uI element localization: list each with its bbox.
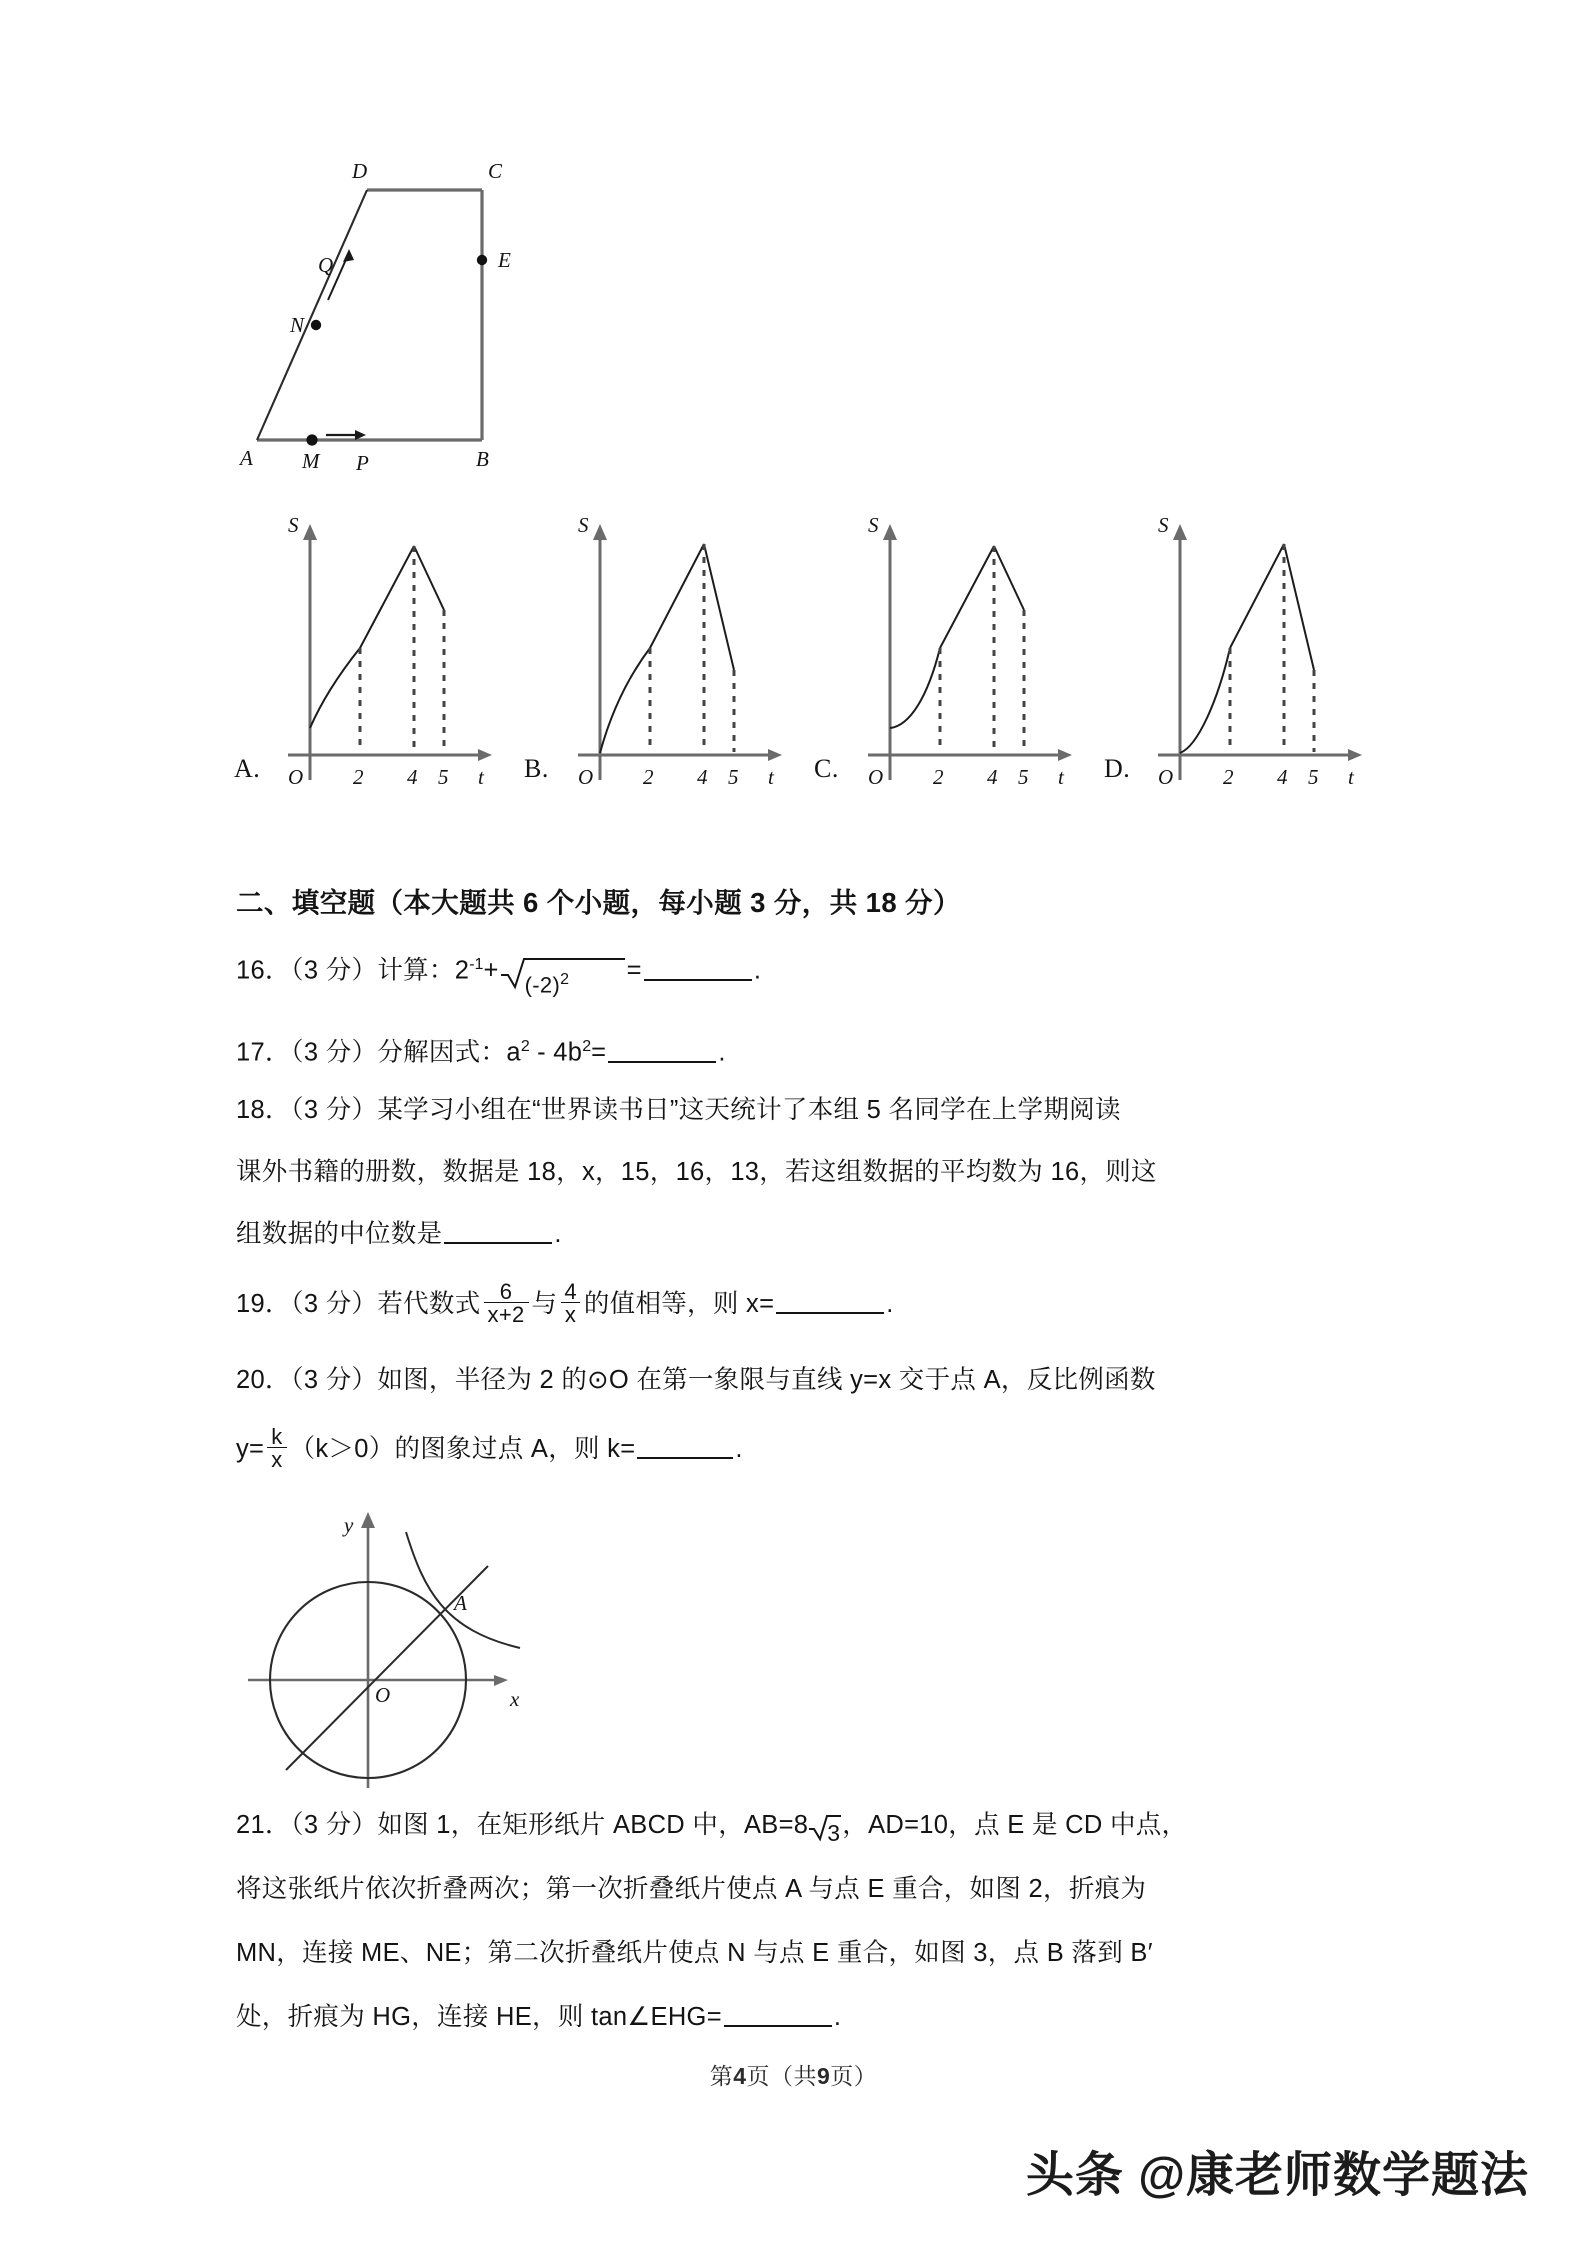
- q21-sqrt-group: [808, 1809, 842, 1847]
- section-heading-end: 分）: [897, 887, 961, 918]
- q18-dot: ．: [264, 1096, 291, 1124]
- figure-label-P: P: [356, 451, 369, 475]
- q20-text-line1: 如图，半径为 2 的⊙O 在第一象限与直线 y=x 交于点 A，反比例函数: [377, 1366, 1156, 1394]
- q16-number: 16: [236, 956, 265, 985]
- figure-label-A: A: [240, 446, 253, 470]
- q16-dot: ．: [264, 956, 291, 985]
- q16-period: .: [753, 956, 762, 985]
- option-b-tick-5: 5: [728, 765, 739, 789]
- q18-answer-blank[interactable]: [444, 1242, 552, 1244]
- option-d-origin-label: O: [1158, 765, 1174, 789]
- q21-answer-blank[interactable]: [724, 2025, 832, 2027]
- q21-dot: ．: [264, 1811, 291, 1839]
- option-d-letter: D.: [1104, 754, 1131, 783]
- q21-marks: （3 分）: [290, 1811, 378, 1839]
- circle-fig-point-a-label: A: [454, 1591, 467, 1615]
- q19-fraction-1: [484, 1281, 529, 1326]
- watermark-brand: 头条: [1025, 2149, 1124, 2202]
- question-20-line-1: [236, 1363, 1156, 1397]
- option-a-tick-5: 5: [438, 765, 449, 789]
- q16-prompt: 计算：: [377, 956, 455, 985]
- question-20-line-2: [236, 1424, 743, 1473]
- question-18-line-1: [236, 1093, 1121, 1127]
- q17-expr-b: b: [567, 1038, 583, 1067]
- q19-marks: （3 分）: [290, 1290, 378, 1319]
- q17-prompt: 分解因式：: [377, 1038, 507, 1067]
- option-a[interactable]: [228, 500, 518, 790]
- option-b-y-axis-label: S: [578, 513, 589, 537]
- q16-equals: =: [626, 956, 642, 985]
- q16-base: 2: [454, 956, 470, 985]
- q19-frac2-denominator: x: [561, 1302, 580, 1326]
- section-heading-fill-in-blanks: [236, 880, 961, 920]
- q20-frac-numerator: k: [271, 1424, 283, 1449]
- option-b-tick-2: 2: [643, 765, 654, 789]
- q17-marks: （3 分）: [290, 1038, 378, 1067]
- option-a-x-axis-label: t: [478, 765, 484, 789]
- option-d-y-axis-label: S: [1158, 513, 1169, 537]
- option-d[interactable]: [1098, 500, 1388, 790]
- q21-text-line1-pre: 如图 1，在矩形纸片 ABCD 中，AB=8: [377, 1811, 809, 1839]
- option-c-tick-2: 2: [933, 765, 944, 789]
- q20-dot: ．: [264, 1366, 291, 1394]
- option-c-x-axis-label: t: [1058, 765, 1064, 789]
- q19-dot: ．: [264, 1290, 291, 1319]
- footer-mid: 页（共: [746, 2063, 817, 2089]
- q17-expr-a-sup: 2: [520, 1038, 530, 1055]
- option-c[interactable]: [808, 500, 1098, 790]
- option-c-tick-5: 5: [1018, 765, 1029, 789]
- option-c-tick-4: 4: [987, 765, 998, 789]
- option-d-tick-4: 4: [1277, 765, 1288, 789]
- q17-equals: =: [591, 1038, 607, 1067]
- q20-frac-denominator: x: [267, 1447, 286, 1471]
- q17-number: 17: [236, 1038, 265, 1067]
- question-18-line-2: [236, 1155, 1157, 1189]
- circle-fig-origin-label: O: [375, 1683, 391, 1707]
- question-17: [236, 1030, 726, 1070]
- q20-number: 20: [236, 1366, 265, 1394]
- q17-period: .: [718, 1038, 726, 1067]
- option-b-letter: B.: [524, 754, 549, 783]
- q19-prompt: 若代数式: [377, 1290, 481, 1319]
- section-heading-total: 18: [865, 887, 898, 918]
- q20-eq-prefix: y=: [236, 1435, 265, 1464]
- option-a-y-axis-label: S: [288, 513, 299, 537]
- option-a-tick-2: 2: [353, 765, 364, 789]
- section-heading-count: 6: [523, 887, 539, 918]
- q18-number: 18: [236, 1096, 265, 1124]
- option-a-letter: A.: [234, 754, 261, 783]
- q19-frac1-numerator: 6: [499, 1279, 513, 1304]
- figure-label-M: M: [302, 449, 320, 473]
- q21-period: .: [833, 2003, 842, 2031]
- q21-text-line4: 处，折痕为 HG，连接 HE，则 tan∠EHG=: [236, 2003, 722, 2031]
- figure-label-D: D: [352, 159, 368, 183]
- q17-expr-a: a: [506, 1038, 521, 1067]
- question-21-line-1: [236, 1808, 1188, 1847]
- q18-marks: （3 分）: [290, 1096, 378, 1124]
- q18-text-line2: 课外书籍的册数，数据是 18，x，15，16，13，若这组数据的平均数为 16，则这: [236, 1158, 1157, 1186]
- figure-label-Q: Q: [318, 253, 334, 277]
- q20-text-line2: （k＞0）的图象过点 A，则 k=: [289, 1435, 636, 1464]
- circle-fig-y-axis-label: y: [344, 1513, 354, 1537]
- option-d-tick-2: 2: [1223, 765, 1234, 789]
- option-b[interactable]: [518, 500, 808, 790]
- footer-pre: 第: [709, 2063, 734, 2089]
- question-21-line-2: [236, 1872, 1146, 1906]
- q16-radicand: $(-2)^2$: [524, 970, 569, 998]
- q16-answer-blank[interactable]: [644, 979, 752, 981]
- circle-fig-x-axis-label: x: [510, 1687, 520, 1711]
- q21-text-line2: 将这张纸片依次折叠两次；第一次折叠纸片使点 A 与点 E 重合，如图 2，折痕为: [236, 1875, 1147, 1903]
- option-b-x-axis-label: t: [768, 765, 774, 789]
- figure-label-N: N: [290, 313, 305, 337]
- q19-period: .: [886, 1290, 894, 1319]
- q21-text-line3: MN，连接 ME、NE；第二次折叠纸片使点 N 与点 E 重合，如图 3，点 B 落到 B′: [236, 1939, 1153, 1967]
- q17-expr-minus: - 4: [529, 1038, 568, 1067]
- option-d-x-axis-label: t: [1348, 765, 1354, 789]
- figure-label-B: B: [476, 447, 489, 471]
- option-c-letter: C.: [814, 754, 839, 783]
- q16-plus: +: [483, 956, 499, 985]
- footer-page-number: 4: [733, 2063, 747, 2089]
- q17-answer-blank[interactable]: [608, 1061, 716, 1063]
- q17-expr-b-sup: 2: [582, 1038, 592, 1055]
- option-a-tick-4: 4: [407, 765, 418, 789]
- q19-frac2-numerator: 4: [564, 1279, 577, 1304]
- q20-period: .: [735, 1435, 743, 1464]
- q21-number: 21: [236, 1811, 265, 1839]
- section-heading-marks: 3: [750, 887, 766, 918]
- option-c-y-axis-label: S: [868, 513, 879, 537]
- footer-total-pages: 9: [817, 2063, 831, 2089]
- option-c-origin-label: O: [868, 765, 884, 789]
- option-b-origin-label: O: [578, 765, 594, 789]
- q19-number: 19: [236, 1290, 265, 1319]
- q16-exponent: -1: [469, 956, 484, 973]
- question-18-line-3: [236, 1217, 562, 1251]
- q18-period: .: [554, 1220, 562, 1248]
- question-21-line-4: [236, 2000, 841, 2034]
- q21-sqrt-radicand: 3: [827, 1820, 841, 1847]
- question-19: [236, 1279, 894, 1328]
- circle-line-hyperbola-figure: [248, 1490, 578, 1790]
- q18-text-line1: 某学习小组在“世界读书日”这天统计了本组 5 名同学在上学期阅读: [377, 1096, 1121, 1124]
- q20-answer-blank[interactable]: [637, 1457, 733, 1459]
- section-heading-pre: 二、填空题（本大题共: [236, 887, 524, 918]
- q19-tail: 的值相等，则 x=: [583, 1290, 775, 1319]
- trapezoid-abcd-figure: [232, 150, 592, 480]
- watermark-handle: @康老师数学题法: [1138, 2149, 1529, 2202]
- question-21-line-3: [236, 1936, 1153, 1970]
- option-b-tick-4: 4: [697, 765, 708, 789]
- section-heading-mid2: 分，共: [765, 887, 866, 918]
- q19-frac1-denominator: x+2: [484, 1302, 529, 1326]
- q20-fraction: [267, 1426, 286, 1471]
- q20-marks: （3 分）: [290, 1366, 378, 1394]
- figure-label-E: E: [498, 248, 511, 272]
- q19-mid: 与: [531, 1290, 558, 1319]
- option-a-origin-label: O: [288, 765, 304, 789]
- section-heading-mid1: 个小题，每小题: [538, 887, 751, 918]
- option-d-tick-5: 5: [1308, 765, 1319, 789]
- page-footer: [0, 2058, 1587, 2091]
- q19-answer-blank[interactable]: [776, 1312, 884, 1314]
- footer-post: 页）: [830, 2063, 878, 2089]
- figure-label-C: C: [488, 159, 503, 183]
- question-16: [236, 948, 762, 998]
- q21-text-line1-post: ，AD=10，点 E 是 CD 中点，: [842, 1811, 1188, 1839]
- watermark: [1026, 2136, 1529, 2205]
- q18-text-line3: 组数据的中位数是: [236, 1220, 443, 1248]
- q16-marks: （3 分）: [290, 956, 378, 985]
- answer-options-row: [228, 490, 1388, 790]
- q17-dot: ．: [264, 1038, 291, 1067]
- q16-sqrt-group: [499, 953, 627, 998]
- q19-fraction-2: [560, 1281, 581, 1326]
